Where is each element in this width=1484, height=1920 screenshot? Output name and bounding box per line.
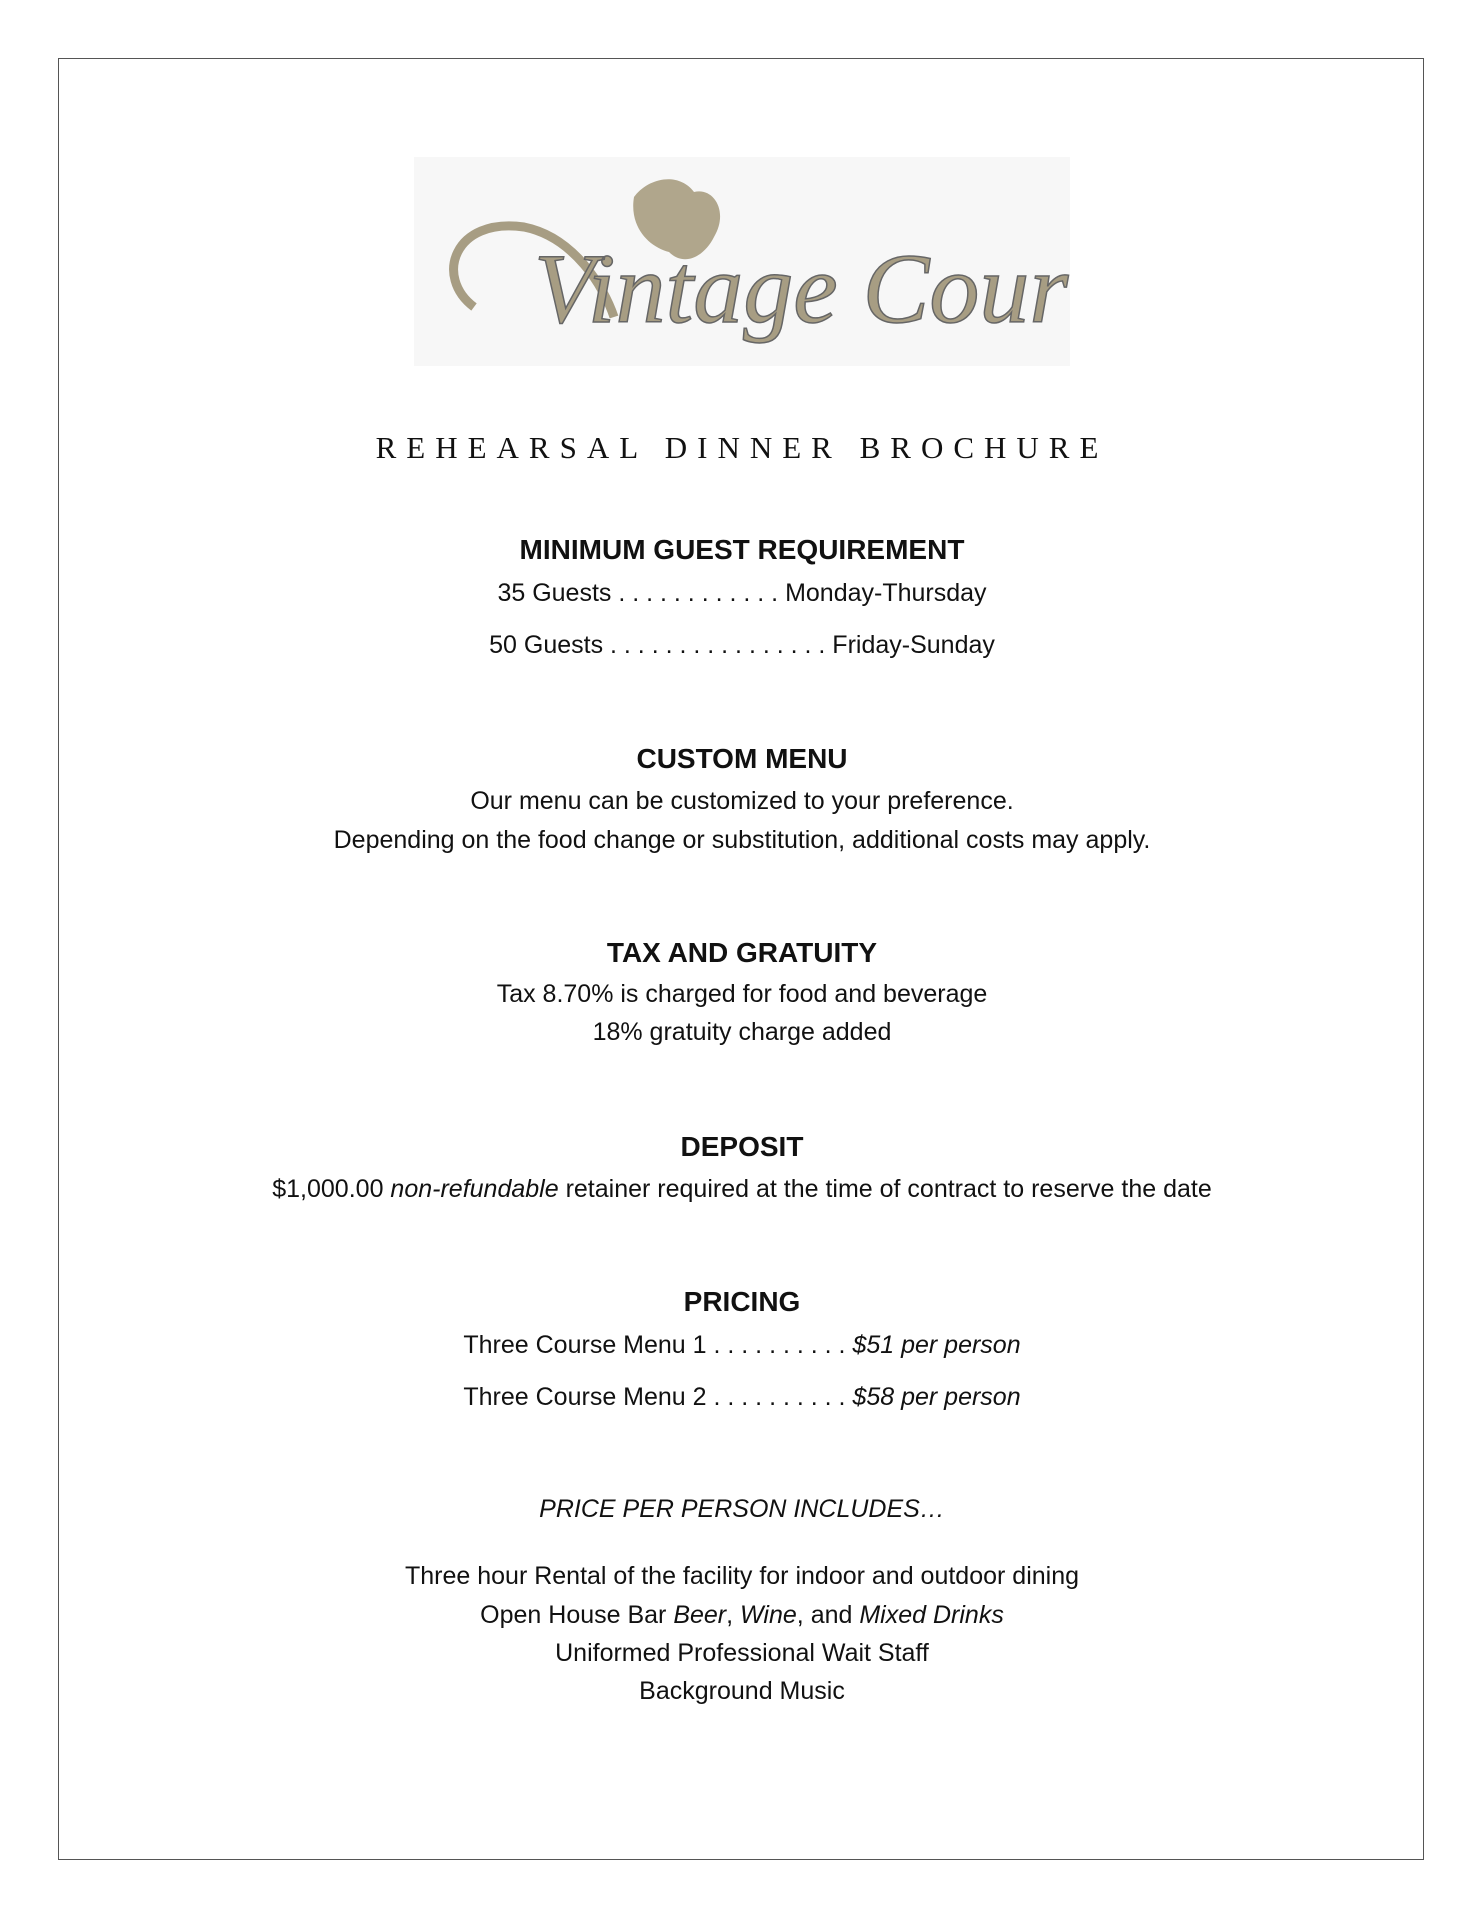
includes-item: Background Music <box>639 1677 845 1705</box>
pricing-row: Three Course Menu 1 . . . . . . . . . . $51 per person <box>463 1331 1021 1359</box>
custom-menu-text: Our menu can be customized to your preference. <box>470 787 1014 815</box>
minimum-row: 50 Guests . . . . . . . . . . . . . . . . Friday-Sunday <box>489 631 995 659</box>
tax-heading: TAX AND GRATUITY <box>606 937 878 968</box>
pricing-heading: PRICING <box>683 1286 801 1317</box>
gratuity-text: 18% gratuity charge added <box>592 1018 892 1046</box>
custom-menu-text: Depending on the food change or substitution, additional costs may apply. <box>333 826 1151 854</box>
includes-heading: PRICE PER PERSON INCLUDES… <box>539 1495 945 1523</box>
minimum-row: 35 Guests . . . . . . . . . . . . Monday-Thursday <box>497 579 987 607</box>
includes-item: Uniformed Professional Wait Staff <box>555 1639 929 1667</box>
deposit-heading: DEPOSIT <box>680 1131 804 1162</box>
tax-text: Tax 8.70% is charged for food and beverage <box>496 980 988 1008</box>
includes-item: Three hour Rental of the facility for indoor and outdoor dining <box>404 1562 1080 1590</box>
vintage-court-logo <box>414 157 1070 366</box>
includes-item: Open House Bar Beer, Wine, and Mixed Drinks <box>480 1601 1004 1629</box>
document-title: REHEARSAL DINNER BROCHURE <box>375 430 1109 465</box>
deposit-text: $1,000.00 non-refundable retainer required at the time of contract to reserve the date <box>272 1175 1212 1203</box>
custom-menu-heading: CUSTOM MENU <box>636 743 848 774</box>
minimum-guest-heading: MINIMUM GUEST REQUIREMENT <box>519 534 965 565</box>
svg-text:Vintage Court: Vintage Court <box>534 233 1070 344</box>
pricing-row: Three Course Menu 2 . . . . . . . . . . $58 per person <box>463 1383 1021 1411</box>
